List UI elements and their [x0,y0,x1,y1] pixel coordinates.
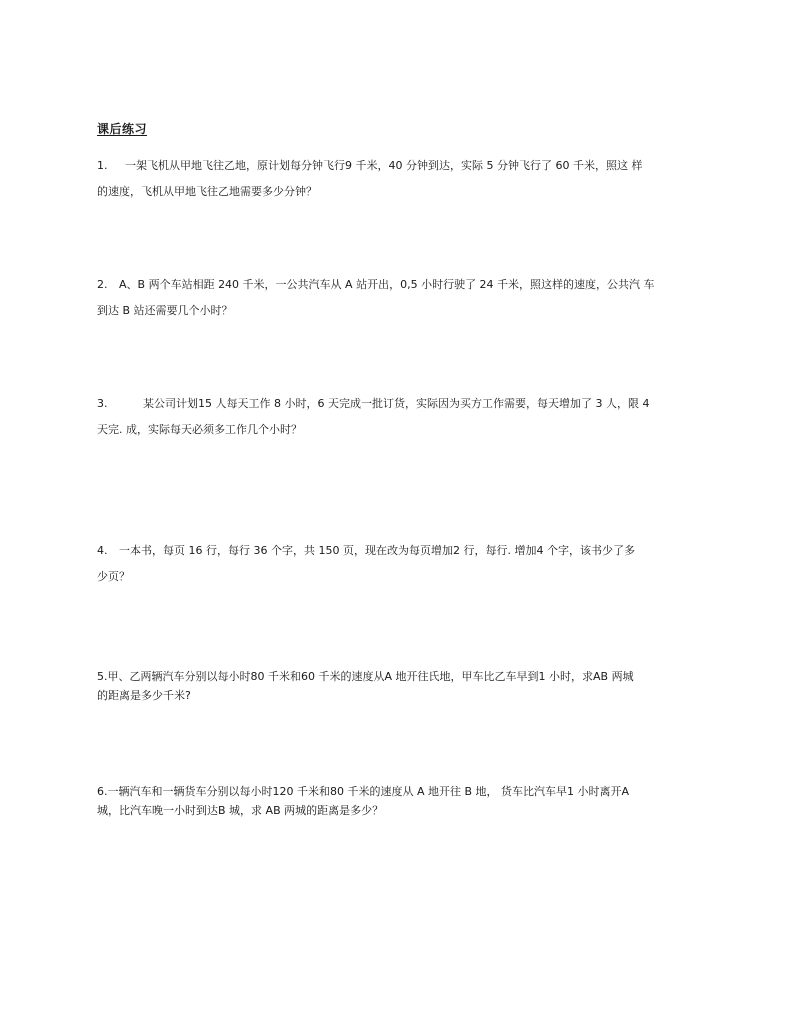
question-4-number: 4. [97,544,108,557]
question-4-line-2: 少页？ [97,570,130,583]
question-2-number: 2. [97,278,108,291]
question-4-line-1 [97,543,635,559]
question-6-line-1: 6.一辆汽车和一辆货车分别以每小时120 千米和80 千米的速度从 A 地开往 B 地， 货车比汽车早1 小时离开A [97,785,630,798]
question-5-line-1: 5.甲、乙两辆汽车分别以每小时80 千米和60 千米的速度从A 地开往氏地，甲车比乙车早到1 小时，求AB 两城 [97,670,634,683]
question-4-text-1: 一本书，每页 16 行，每行 36 个字，共 150 页，现在改为每页增加2 行，每行. 增加4 个字，该书少了多 [119,544,635,557]
question-2-line-2: 到达 B 站还需要几个小时？ [97,304,233,317]
question-2-line-1 [97,277,655,293]
question-1-number: 1. [97,159,108,172]
question-1-line-2: 的速度，飞机从甲地飞往乙地需要多少分钟？ [97,185,317,198]
question-3-line-2: 天完. 成，实际每天必须多工作几个小时？ [97,423,302,436]
question-2-text-1: A、B 两个车站相距 240 千米，一公共汽车从 A 站开出，0,5 小时行驶了 24 千米，照这样的速度，公共汽 车 [119,278,655,291]
page-title: 课后练习 [97,122,148,136]
question-5-line-2: 的距离是多少千米? [97,689,191,702]
question-3-text-1: 某公司计划15 人每天工作 8 小时，6 天完成一批订货，实际因为买方工作需要，每天增加了 3 人，限 4 [143,397,650,410]
question-3-line-1 [97,396,649,412]
question-6-line-2: 城，比汽车晚一小时到达B 城，求 AB 两城的距离是多少？ [97,804,384,817]
question-3-number: 3. [97,397,108,410]
question-1-text-1: 一架飞机从甲地飞往乙地，原计划每分钟飞行9 千米，40 分钟到达，实际 5 分钟飞行了 60 千米，照这 样 [125,159,643,172]
question-1-line-1 [97,158,642,174]
